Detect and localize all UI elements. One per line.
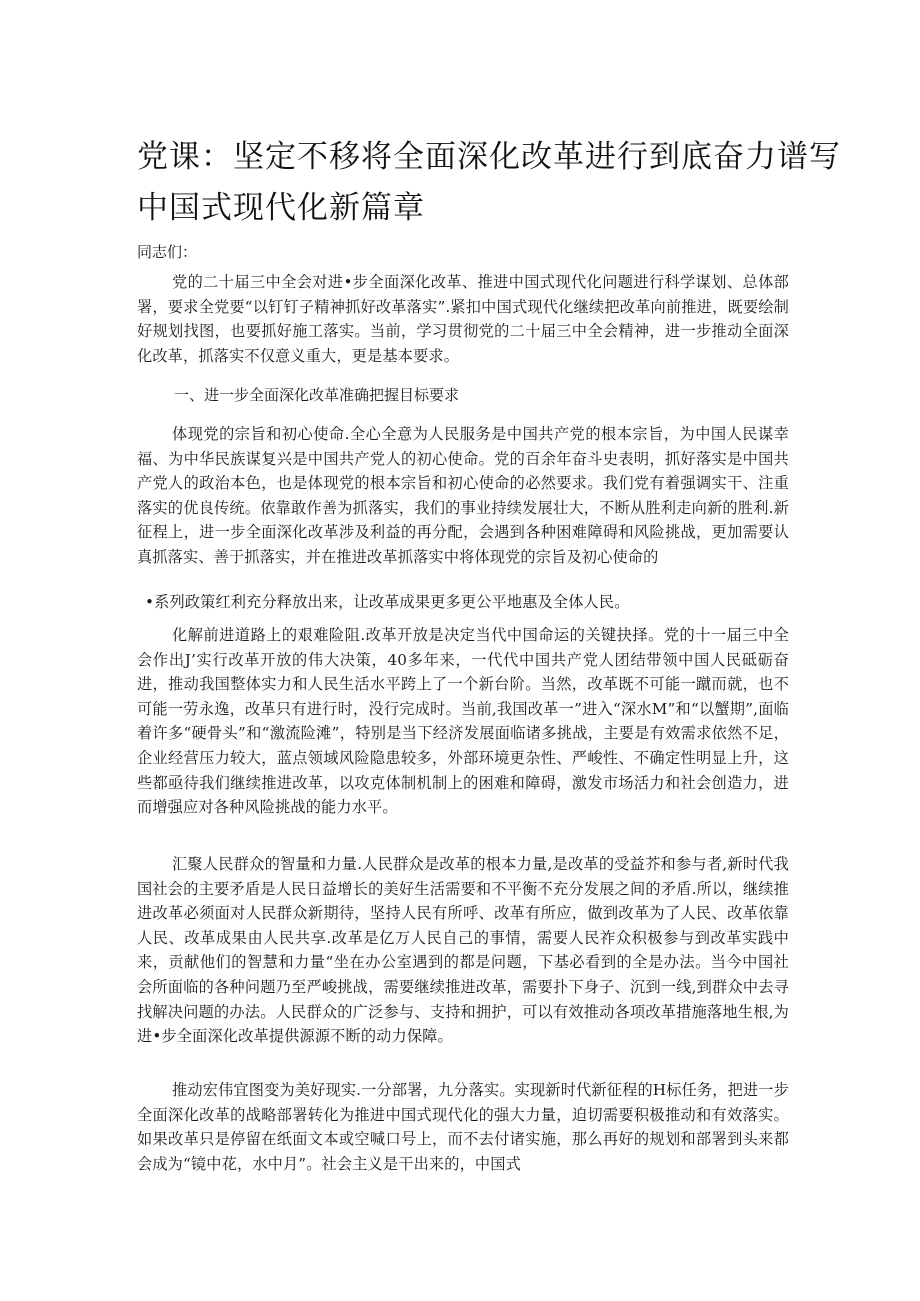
- paragraph-blueprint-reality: 推动宏伟宜图变为美好现实.一分部署，九分落实。实现新时代新征程的H标任务，把进一步全面深化改革的战略部署转化为推进中国式现代化的强大力量，迫切需要积极推动和有效落实。如果改革只是停留在纸面文本或空喊口号上，而不去付诸实施，那么再好的规划和部署到头来都会成为“镜中花，水中月”。社会主义是干出来的，中国式: [137, 1081, 789, 1173]
- paragraph-resolve-difficulties: 化解前进道路上的艰难险阻.改革开放是决定当代中国命运的关键抉择。党的十一届三中全会作出J’实行改革开放的伟大决策，40多年来，一代代中国共产党人团结带领中国人民砥砺奋进，推动我国整体实力和人民生活水平跨上了一个新台阶。当然，改革既不可能一蹴而就，也不可能一劳永逸，改革只有进行时，没行完成时。当前,我国改革一”进入“深水M”和“以蟹期”,面临着许多“硬骨头”和“激流险滩”，特别是当下经济发展面临诸多挑战，主要是有效需求依然不足，企业经营压力较大，蓝点领域风险隐患较多，外部环境更杂性、严峻性、不确定性明显上升，这些都亟待我们继续推进改革，以攻克体制机制上的困难和障碍，激发市场活力和社会创造力，进而增强应对各种风险挑战的能力水平。: [137, 626, 789, 817]
- paragraph-party-mission: 体现党的宗旨和初心使命.全心全意为人民服务是中国共产党的根本宗旨，为中国人民谋幸福、为中华民族谋复兴是中国共产党人的初心使命。党的百余年奋斗史表明，抓好落实是中国共产党人的政治本色，也是体现党的根本宗旨和初心使命的必然要求。我们党有着强调实干、注重落实的优良传统。依靠敢作善为抓落实，我们的事业持续发展壮大，不断从胜利走向新的胜利.新征程上，进一步全面深化改革涉及利益的再分配，会遇到各种困难障碍和风险挑战，更加需要认真抓落实、善于抓落实，并在推进改革抓落实中将体现党的宗旨及初心使命的: [137, 425, 789, 566]
- paragraph-people-wisdom: 汇聚人民群众的智量和力量.人民群众是改革的根本力量,是改革的受益芥和参与者,新时代我国社会的主要矛盾是人民日益增长的美好生活需要和不平衡不充分发展之间的矛盾.所以，继续推进改革必须面对人民群众新期待，坚持人民有所呼、改革有所应，做到改革为了人民、改革依靠人民、改革成果由人民共享.改革是亿万人民自己的事情，需要人民祚众积极参与到改革实践中来，贡献他们的智慧和力量“坐在办公室遇到的都是问题，下基必看到的全是办法。当今中国社会所面临的各种问题乃至严峻挑战，需要继续推进改革，需要扑下身子、沉到一线,到群众中去寻找解决问题的办法。人民群众的广泛参与、支持和拥护，可以有效推动各项改革措施落地生根,为进•步全面深化改革提供源源不断的动力保障。: [137, 855, 789, 1046]
- paragraph-policy-dividends: •系列政策红利充分释放出来，让改革成果更多更公平地惠及全体人民。: [145, 593, 630, 611]
- document-title-line-2: 中国式现代化新篇章: [137, 190, 425, 226]
- document-title-line-1: 党课：坚定不移将全面深化改革进行到底奋力谱写: [137, 139, 841, 175]
- paragraph-intro: 党的二十届三中全会对进•步全面深化改革、推进中国式现代化问题进行科学谋划、总体部署，要求全党要“以钉钉子精神抓好改革落实”.紧扣中国式现代化继续把改革向前推进，既要绘制好规划找图，也要抓好施工落实。当前，学习贯彻党的二十届三中全会精神，进一步推动全面深化改革，抓落实不仅意义重大，更是基本要求。: [137, 273, 789, 365]
- section-heading-1: 一、进一步全面深化改革准确把握目标要求: [174, 386, 460, 404]
- salutation: 同志们：: [137, 243, 198, 261]
